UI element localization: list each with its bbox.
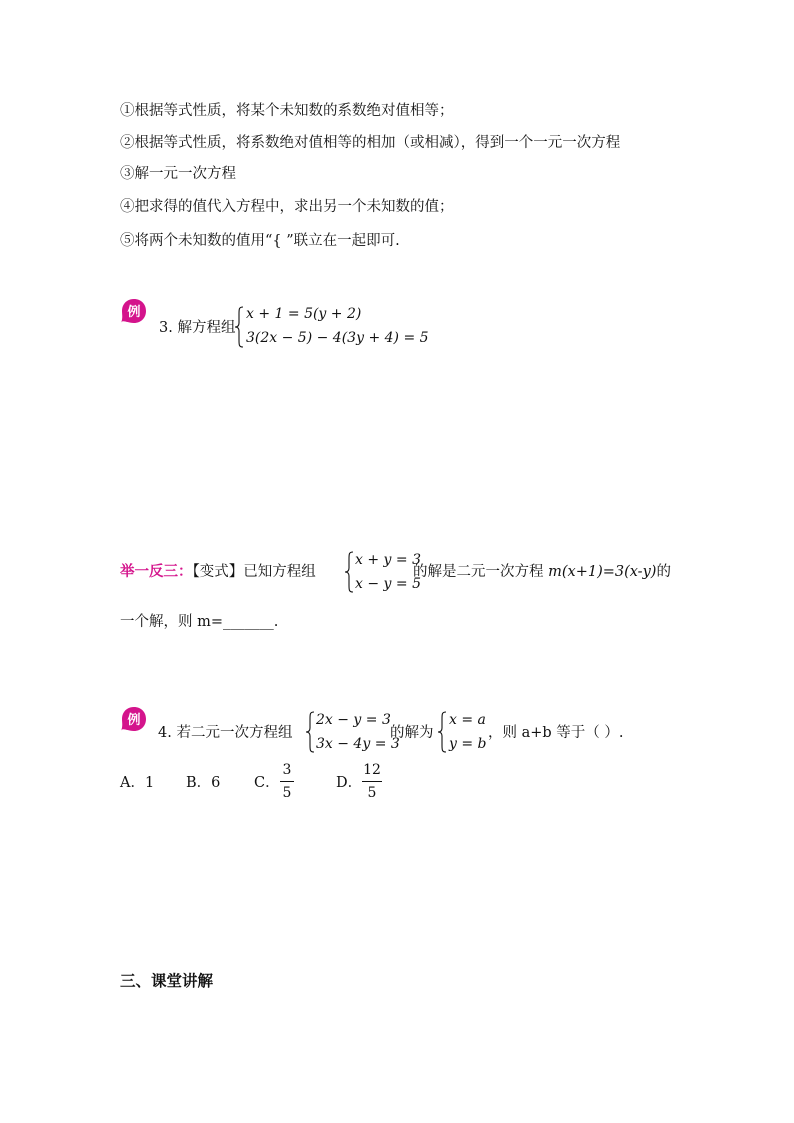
badge-char: 例	[127, 305, 141, 320]
step-5: ⑤将两个未知数的值用“{ ”联立在一起即可.	[120, 233, 400, 249]
variant-prefix: 举一反三：	[120, 563, 193, 580]
variant-tail: 的	[656, 564, 671, 580]
example-4-sol2: y = b	[449, 736, 487, 752]
variant-equation: m(x+1)=3(x-y)	[548, 564, 657, 580]
variant-end: .	[273, 614, 279, 630]
example-3-label: 3. 解方程组	[159, 320, 236, 336]
example-4-eq2: 3x − 4y = 3	[316, 736, 400, 752]
example-badge-icon	[121, 298, 147, 324]
variant-eq1: x + y = 3	[355, 552, 421, 568]
example-3-eq2: 3(2x − 5) − 4(3y + 4) = 5	[246, 330, 429, 346]
option-b[interactable]: B．6	[186, 775, 221, 791]
example-3-eq1: x + 1 = 5(y + 2)	[246, 306, 362, 322]
left-brace-icon	[437, 711, 447, 753]
option-c-fraction	[280, 762, 294, 801]
example-4-mid: 的解为	[390, 725, 434, 741]
option-a[interactable]: A．1	[120, 775, 155, 791]
variant-line2: 一个解，则 m=	[120, 614, 224, 630]
step-4: ④把求得的值代入方程中，求出另一个未知数的值；	[120, 199, 454, 215]
example-4-tail: ，则 a+b 等于（ ）.	[488, 725, 624, 741]
example-badge-icon	[121, 706, 147, 732]
left-brace-icon	[344, 551, 354, 593]
badge-char: 例	[127, 713, 141, 728]
option-c[interactable]: C．	[254, 775, 280, 791]
step-2: ②根据等式性质，将系数绝对值相等的相加（或相减），得到一个一元一次方程	[120, 135, 621, 151]
step-3: ③解一元一次方程	[120, 166, 236, 182]
answer-blank[interactable]: _______	[223, 614, 274, 630]
left-brace-icon	[305, 711, 315, 753]
option-c-numerator: 3	[282, 762, 292, 778]
option-d[interactable]: D．	[336, 775, 363, 791]
option-c-denominator: 5	[282, 785, 292, 801]
variant-tag: 【变式】已知方程组	[192, 564, 316, 580]
option-d-numerator: 12	[363, 762, 381, 778]
option-d-denominator: 5	[367, 785, 377, 801]
example-4-label: 4. 若二元一次方程组	[158, 725, 293, 741]
variant-eq2: x − y = 5	[355, 576, 421, 592]
step-1: ①根据等式性质，将某个未知数的系数绝对值相等；	[120, 103, 454, 119]
example-4-sol1: x = a	[449, 712, 486, 728]
left-brace-icon	[234, 306, 244, 348]
variant-mid: 的解是二元一次方程	[413, 564, 549, 580]
section-title: 三、课堂讲解	[120, 971, 214, 990]
option-d-fraction	[362, 762, 382, 801]
example-4-eq1: 2x − y = 3	[316, 712, 391, 728]
